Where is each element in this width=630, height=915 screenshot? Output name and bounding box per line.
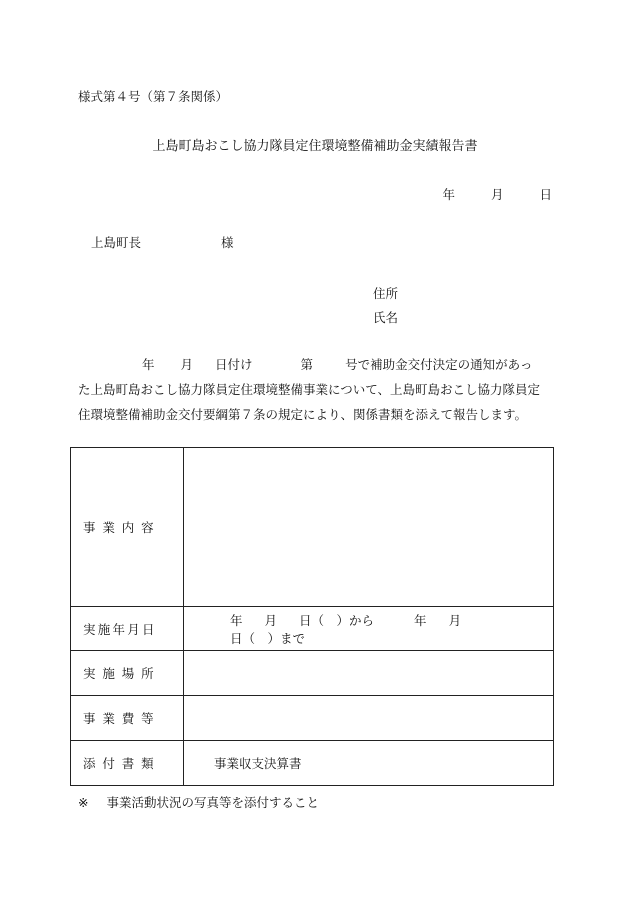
period-start-month: 月	[264, 612, 278, 628]
address-label: 住所	[373, 286, 399, 301]
date-year: 年	[442, 187, 455, 202]
addressee-honorific: 様	[221, 235, 234, 250]
date-month: 月	[490, 187, 504, 202]
value-attachments: 事業収支決算書	[184, 741, 554, 786]
body-day: 日付け	[215, 357, 253, 372]
body-line-1	[78, 352, 552, 377]
body-year: 年	[142, 357, 155, 372]
report-table	[70, 447, 554, 786]
name-label: 氏名	[373, 310, 399, 325]
table-row-place	[71, 651, 554, 696]
period-end-year: 年	[414, 612, 427, 628]
label-implementation-date: 実施年月日	[71, 607, 184, 651]
footnote-mark: ※	[78, 795, 89, 810]
footnote	[78, 793, 319, 811]
addressee-name: 上島町長	[91, 235, 142, 250]
date-day: 日	[539, 187, 552, 202]
date-line	[442, 185, 552, 203]
period-end-month: 月	[448, 612, 462, 628]
body-month: 月	[180, 357, 194, 372]
footnote-text: 事業活動状況の写真等を添付すること	[106, 795, 319, 810]
body-line-3: 住環境整備補助金交付要綱第７条の規定により、関係書類を添えて報告します。	[78, 407, 528, 422]
value-business-cost	[184, 696, 554, 741]
label-business-cost: 事業費等	[71, 696, 184, 741]
table-row-cost	[71, 696, 554, 741]
body-line-2: た上島町島おこし協力隊員定住環境整備事業について、上島町島おこし協力隊員定	[78, 382, 541, 397]
table-row-content	[71, 448, 554, 607]
document-title: 上島町島おこし協力隊員定住環境整備補助金実績報告書	[152, 139, 478, 154]
body-line-1-rest: 号で補助金交付決定の通知があっ	[345, 357, 533, 372]
label-business-content: 事業内容	[71, 448, 184, 607]
body-no-prefix: 第	[300, 357, 314, 372]
value-business-content	[184, 448, 554, 607]
value-implementation-place	[184, 651, 554, 696]
label-attachments: 添付書類	[71, 741, 184, 786]
form-number: 様式第４号（第７条関係）	[78, 89, 229, 104]
value-implementation-date	[184, 607, 554, 651]
addressee	[91, 233, 234, 251]
label-implementation-place: 実施場所	[71, 651, 184, 696]
body-text	[78, 352, 552, 427]
period-start-year: 年	[230, 612, 243, 628]
period-start-day: 日（ ）から	[299, 612, 375, 628]
table-row-period	[71, 607, 554, 651]
period-end-day: 日（ ）まで	[230, 630, 306, 646]
table-row-attachments	[71, 741, 554, 786]
